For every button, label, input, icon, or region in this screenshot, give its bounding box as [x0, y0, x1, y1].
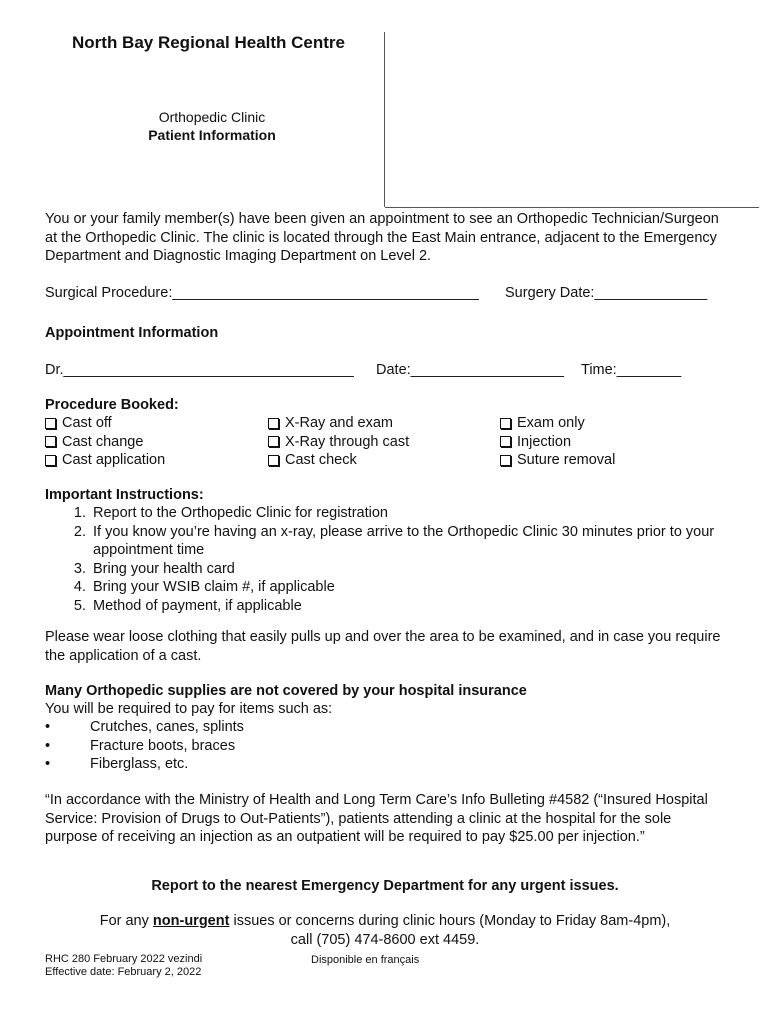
procedure-option[interactable] — [45, 414, 165, 433]
list-item: 1. Report to the Orthopedic Clinic for registration — [90, 504, 725, 523]
organization-name: North Bay Regional Health Centre — [72, 33, 345, 52]
list-item: • Fracture boots, braces — [45, 737, 244, 756]
procedure-option-label: Exam only — [517, 415, 585, 431]
checkbox-icon[interactable] — [45, 436, 56, 447]
ministry-quote: “In accordance with the Ministry of Health and Long Term Care’s Info Bulleting #4582 (“Insured Hospital Service: Provision of Drugs to Out-Patients”), patients attending a clinic at the hospital for the sole purpose of receiving an injection as an outpatient will be required to pay $25.00 per injection.” — [45, 792, 708, 845]
checkbox-icon[interactable] — [268, 436, 279, 447]
header-divider-vertical — [384, 32, 385, 207]
procedure-option[interactable] — [500, 451, 615, 470]
procedure-option[interactable] — [500, 433, 615, 452]
checkbox-icon[interactable] — [268, 418, 279, 429]
non-urgent-emphasis: non-urgent — [152, 913, 230, 929]
form-title: Patient Information — [148, 127, 276, 143]
intro-paragraph: You or your family member(s) have been given an appointment to see an Orthopedic Technician/Surgeon at the Orthopedic Clinic. The clinic is located through the East Main entrance, adjacent to the Emergency Department and Diagnostic Imaging Department on Level 2. — [45, 211, 719, 264]
procedure-column-1 — [45, 414, 165, 470]
clinic-heading — [130, 108, 294, 144]
procedure-option[interactable] — [45, 451, 165, 470]
procedure-option-label: Cast change — [62, 433, 144, 450]
list-item: 5. Method of payment, if applicable — [90, 597, 725, 616]
procedure-option[interactable] — [268, 414, 409, 433]
list-item: 3. Bring your health card — [90, 560, 725, 579]
surgery-date-label[interactable]: Surgery Date:______________ — [505, 285, 708, 301]
instructions-heading: Important Instructions: — [45, 487, 204, 503]
contact-prefix: For any — [99, 913, 149, 929]
instructions-list — [45, 504, 725, 615]
contact-phone: call (705) 474-8600 ext 4459. — [290, 931, 480, 948]
procedure-option[interactable] — [268, 451, 409, 470]
supplies-heading: Many Orthopedic supplies are not covered by your hospital insurance — [45, 683, 527, 699]
surgical-procedure-label[interactable]: Surgical Procedure:______________________________________ — [45, 285, 479, 301]
effective-date: Effective date: February 2, 2022 — [45, 966, 202, 978]
checkbox-icon[interactable] — [500, 455, 511, 466]
checkbox-icon[interactable] — [500, 418, 511, 429]
procedure-option-label: X-Ray and exam — [285, 415, 393, 431]
checkbox-icon[interactable] — [45, 455, 56, 466]
supplies-list — [45, 718, 244, 774]
contact-suffix: issues or concerns during clinic hours (Monday to Friday 8am-4pm), — [233, 913, 671, 929]
procedure-heading: Procedure Booked: — [45, 397, 179, 413]
procedure-option-label: Suture removal — [517, 452, 616, 468]
checkbox-icon[interactable] — [45, 418, 56, 429]
form-code: RHC 280 February 2022 vezindi — [45, 953, 203, 965]
header-divider-horizontal — [385, 207, 759, 208]
appointment-time-field[interactable]: Time:________ — [581, 362, 682, 378]
procedure-option-label: Cast off — [62, 415, 112, 431]
appointment-date-field[interactable]: Date:___________________ — [376, 362, 564, 378]
procedure-option[interactable] — [45, 433, 165, 452]
procedure-option[interactable] — [500, 414, 615, 433]
procedure-column-2 — [268, 414, 409, 470]
procedure-option-label: Injection — [517, 433, 572, 450]
appointment-heading: Appointment Information — [45, 325, 219, 341]
french-availability: Disponible en français — [311, 954, 420, 966]
list-item: • Crutches, canes, splints — [45, 718, 244, 737]
list-item: • Fiberglass, etc. — [45, 755, 244, 774]
doctor-field[interactable]: Dr.____________________________________ — [45, 362, 354, 378]
list-item: 2. If you know you’re having an x-ray, please arrive to the Orthopedic Clinic 30 minutes prior to your appointment time — [90, 523, 725, 560]
procedure-column-3 — [500, 414, 615, 470]
procedure-option-label: Cast application — [62, 452, 166, 468]
clinic-name: Orthopedic Clinic — [158, 109, 266, 125]
checkbox-icon[interactable] — [268, 455, 279, 466]
urgent-notice: Report to the nearest Emergency Department for any urgent issues. — [151, 878, 619, 894]
procedure-option-label: X-Ray through cast — [285, 433, 410, 450]
supplies-intro: You will be required to pay for items such as: — [45, 701, 333, 717]
checkbox-icon[interactable] — [500, 436, 511, 447]
procedure-option-label: Cast check — [285, 452, 357, 468]
procedure-option[interactable] — [268, 433, 409, 452]
list-item: 4. Bring your WSIB claim #, if applicable — [90, 578, 725, 597]
contact-info — [0, 912, 770, 949]
clothing-paragraph: Please wear loose clothing that easily pulls up and over the area to be examined, and in case you require the application of a cast. — [45, 629, 721, 664]
